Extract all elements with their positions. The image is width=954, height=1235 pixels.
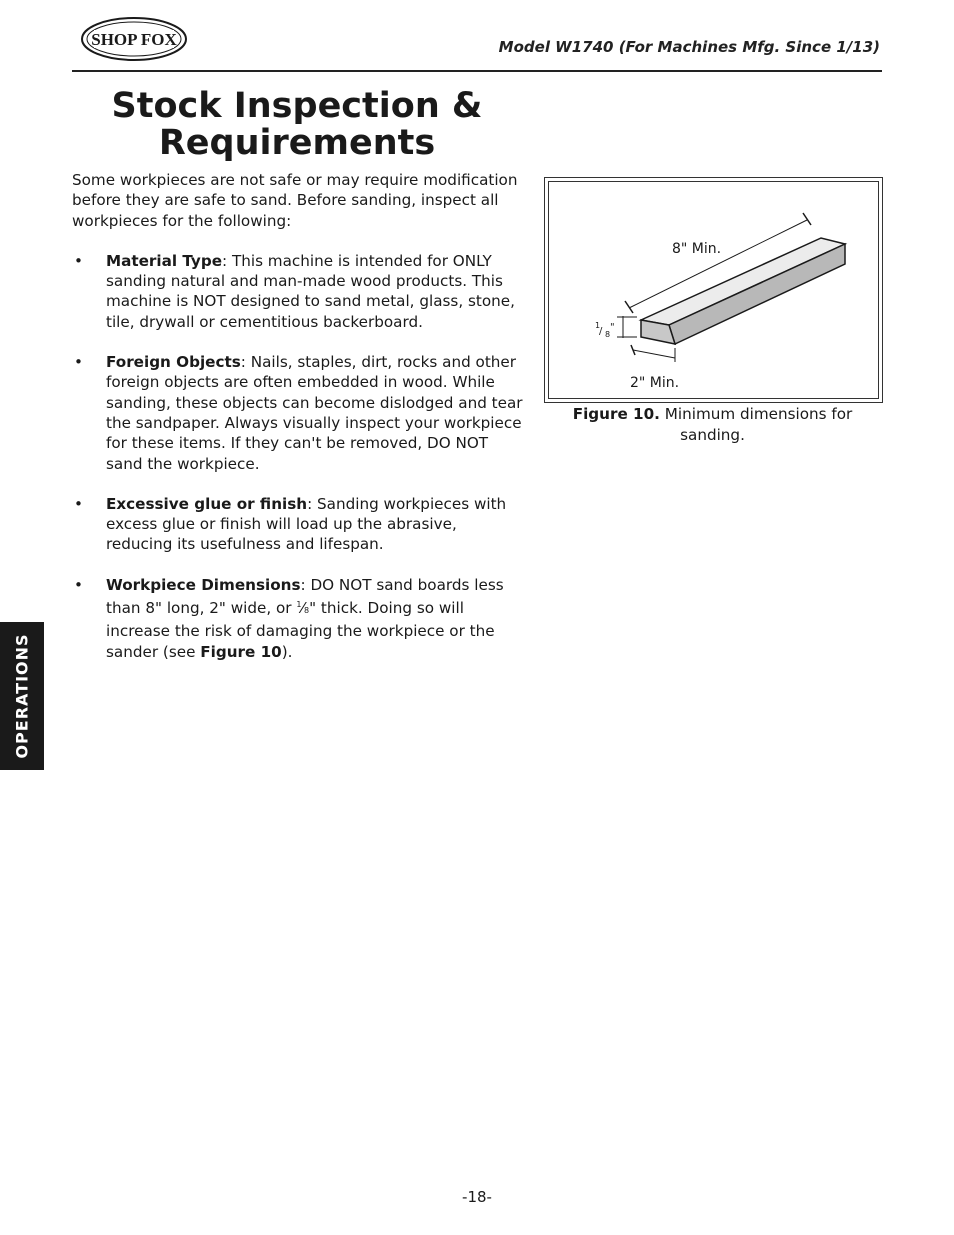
figure-caption: Figure 10. Minimum dimensions for sanding. bbox=[572, 405, 853, 444]
page-number: -18- bbox=[462, 1188, 492, 1206]
board-dimensions-diagram bbox=[549, 182, 878, 398]
shop-fox-logo bbox=[80, 16, 188, 62]
length-label: 8" Min. bbox=[672, 241, 722, 257]
list-item: • Foreign Objects: Nails, staples, dirt, rocks and other foreign objects are often embedded in wood. While sanding, these objects can become dislodged and tear the sandpaper. Always visually inspect your workpiece for these items. If they can't be removed, DO NOT sand the workpiece. bbox=[74, 353, 523, 473]
thickness-label-denominator: 8 bbox=[605, 330, 611, 339]
header-divider bbox=[72, 70, 882, 72]
svg-text:SHOP FOX: SHOP FOX bbox=[91, 30, 177, 49]
body-text bbox=[72, 170, 524, 682]
section-tab bbox=[0, 622, 44, 770]
svg-text:/: / bbox=[599, 326, 603, 337]
width-label: 2" Min. bbox=[630, 375, 680, 391]
intro-paragraph: Some workpieces are not safe or may require modification before they are safe to sand. Before sanding, inspect all workpieces for the following: bbox=[72, 171, 518, 230]
page-title: Stock Inspection & Requirements bbox=[111, 86, 483, 163]
section-tab-label: OPERATIONS bbox=[12, 633, 32, 759]
thickness-label-unit: " bbox=[610, 322, 615, 333]
requirements-list bbox=[72, 251, 524, 662]
figure-frame bbox=[544, 177, 883, 403]
list-item: • Workpiece Dimensions: DO NOT sand boards less than 8" long, 2" wide, or $^1$⁄8" thick. Doing so will increase the risk of damaging the workpiece or the sander (see Figure 10). bbox=[74, 575, 504, 661]
model-line: Model W1740 (For Machines Mfg. Since 1/13) bbox=[498, 38, 880, 56]
thickness-label-numerator: 1 bbox=[595, 321, 601, 330]
figure-reference: Figure 10 bbox=[200, 642, 282, 661]
list-item: • Material Type: This machine is intended for ONLY sanding natural and man-made wood products. This machine is NOT designed to sand metal, glass, stone, tile, drywall or cementitious backerboard. bbox=[74, 251, 515, 331]
list-item: • Excessive glue or finish: Sanding workpieces with excess glue or finish will load up the abrasive, reducing its usefulness and lifespan. bbox=[74, 494, 507, 554]
